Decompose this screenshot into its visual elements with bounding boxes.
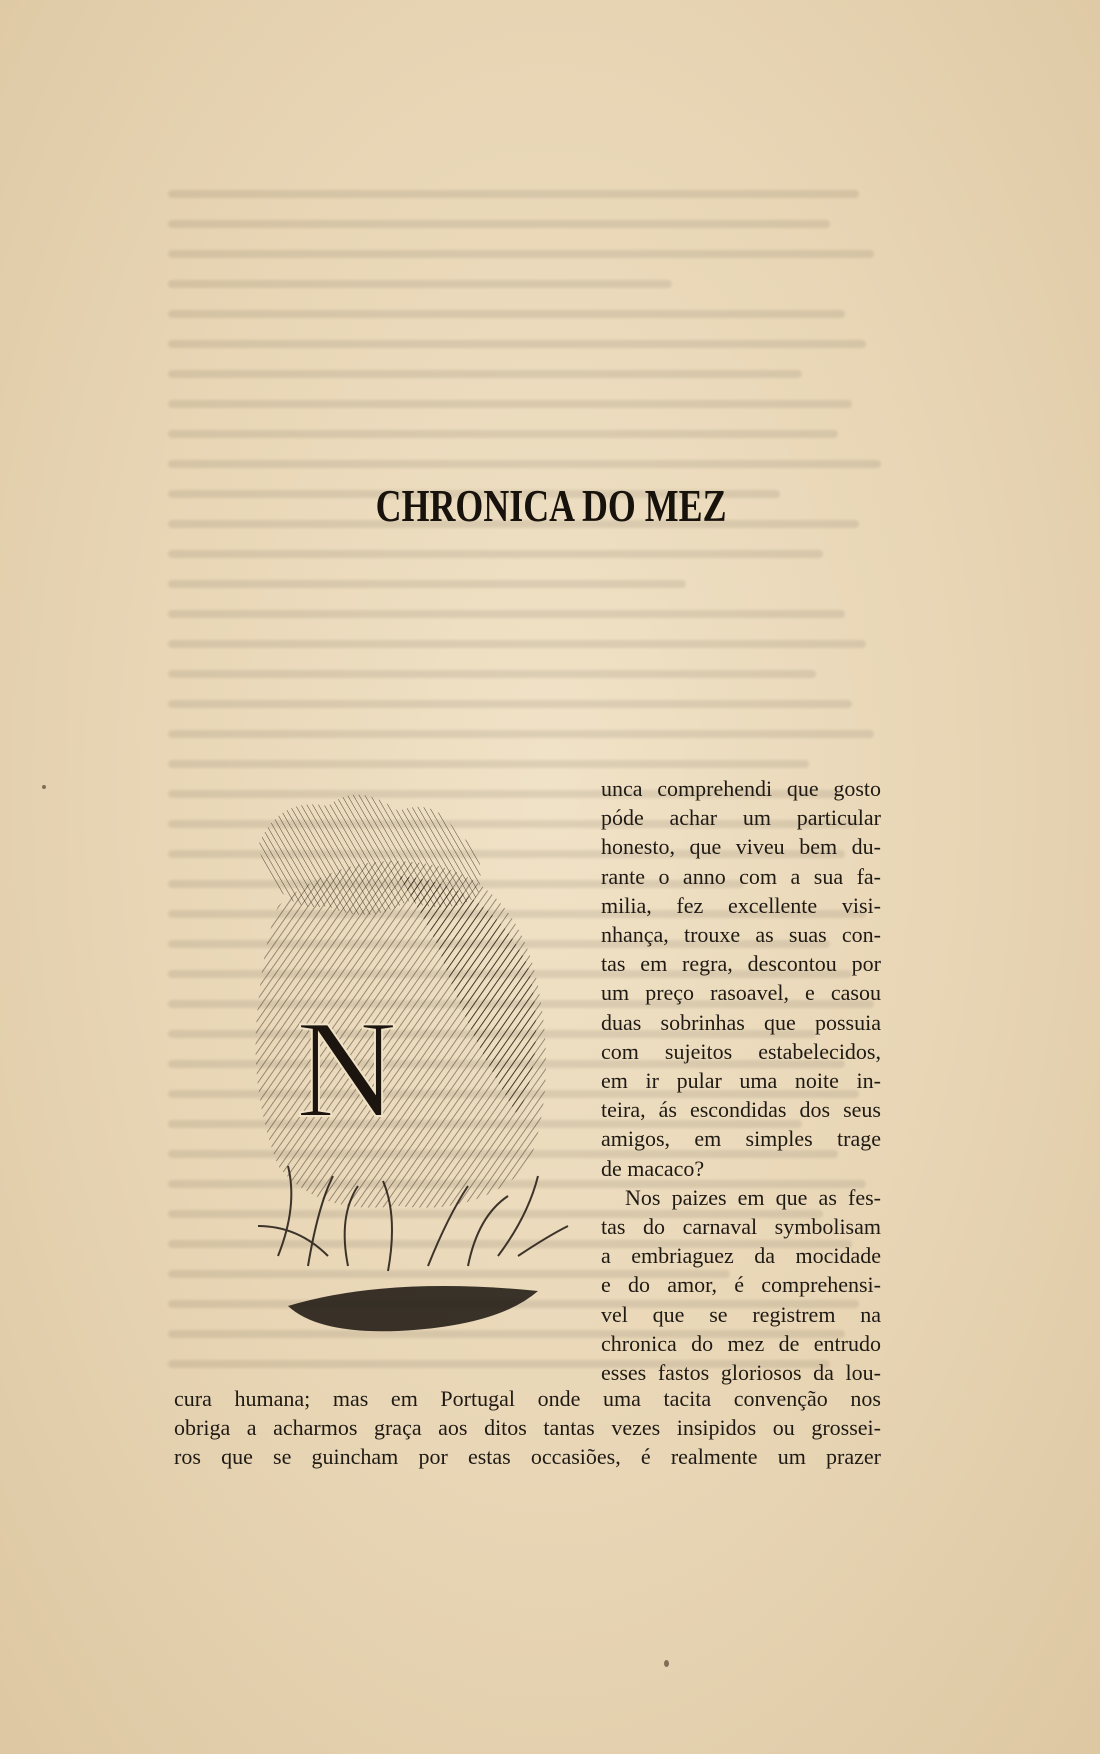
show-through-line xyxy=(168,760,809,768)
speck xyxy=(42,785,46,789)
show-through-line xyxy=(168,220,830,228)
show-through-line xyxy=(168,610,845,618)
page-title: CHRONICA DO MEZ xyxy=(375,479,727,531)
text-line: amigos, em simples trage xyxy=(601,1126,881,1152)
show-through-line xyxy=(168,460,881,468)
text-line: cura humana; mas em Portugal onde uma tacita convenção nos xyxy=(174,1386,881,1411)
show-through-line xyxy=(168,700,852,708)
show-through-line xyxy=(168,280,672,288)
text-line: póde achar um particular xyxy=(601,805,881,831)
show-through-line xyxy=(168,640,866,648)
show-through-line xyxy=(168,550,823,558)
text-line: nhança, trouxe as suas con- xyxy=(601,922,881,948)
text-line: de macaco? xyxy=(601,1155,705,1181)
show-through-line xyxy=(168,670,816,678)
text-line: com sujeitos estabelecidos, xyxy=(601,1038,881,1064)
text-line: e do amor, é comprehensi- xyxy=(601,1272,881,1298)
text-line: duas sobrinhas que possuia xyxy=(601,1009,881,1035)
text-line: teira, ás escondidas dos seus xyxy=(601,1097,881,1123)
text-line: obriga a acharmos graça aos ditos tantas vezes insipidos ou grossei- xyxy=(174,1415,881,1441)
show-through-line xyxy=(168,250,874,258)
show-through-line xyxy=(168,730,874,738)
text-line: tas do carnaval symbolisam xyxy=(601,1214,881,1240)
show-through-line xyxy=(168,340,866,348)
show-through-line xyxy=(168,310,845,318)
text-line: rante o anno com a sua fa- xyxy=(601,863,881,889)
text-line: vel que se registrem na xyxy=(601,1301,881,1327)
text-line: unca comprehendi que gosto xyxy=(601,776,881,801)
text-line: esses fastos gloriosos da lou- xyxy=(601,1360,881,1386)
text-line: ros que se guincham por estas occasiões, é realmente um prazer xyxy=(174,1444,881,1470)
text-line: honesto, que viveu bem du- xyxy=(601,834,881,860)
text-line: milia, fez excellente visi- xyxy=(601,892,881,918)
text-line: um preço rasoavel, e casou xyxy=(601,980,881,1006)
text-line: chronica do mez de entrudo xyxy=(601,1330,881,1356)
show-through-line xyxy=(168,370,802,378)
show-through-line xyxy=(168,580,686,588)
decorative-initial-illustration xyxy=(238,786,584,1356)
column-text xyxy=(601,774,881,1387)
initial-letter: N xyxy=(296,992,398,1147)
show-through-line xyxy=(168,400,852,408)
text-line: em ir pular uma noite in- xyxy=(601,1068,881,1094)
text-line: a embriaguez da mocidade xyxy=(601,1243,881,1269)
show-through-line xyxy=(168,190,859,198)
show-through-line xyxy=(168,430,838,438)
speck xyxy=(664,1660,669,1667)
text-line: Nos paizes em que as fes- xyxy=(625,1184,881,1210)
text-line: tas em regra, descontou por xyxy=(601,951,881,977)
full-width-text xyxy=(174,1384,881,1472)
